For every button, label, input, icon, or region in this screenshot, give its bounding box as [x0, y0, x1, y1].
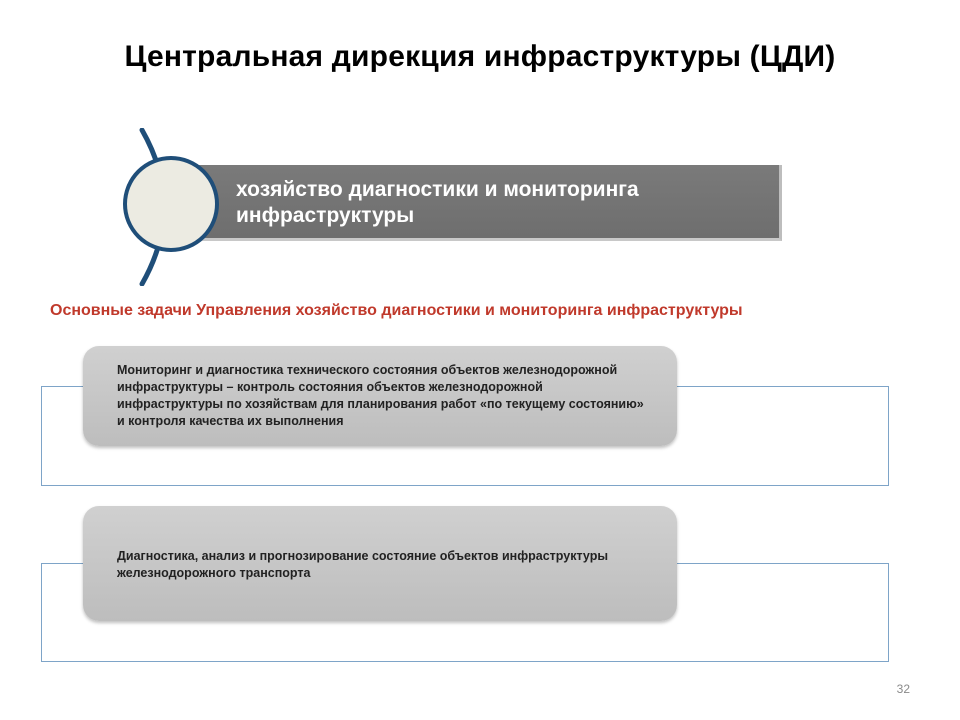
task-card-2: [83, 506, 677, 621]
section-banner: [196, 165, 782, 241]
task-card-1: [83, 346, 677, 446]
page-number: 32: [896, 682, 910, 696]
tasks-subtitle: Основные задачи Управления хозяйство диагностики и мониторинга инфраструктуры: [50, 302, 743, 319]
task-text-1: Мониторинг и диагностика технического состояния объектов железнодорожной инфраструктуры – контроль состояния объектов железнодорожной инфраструктуры по хозяйствам для планирования работ «по текущему состоянию» и контроля качества их выполнения: [117, 363, 644, 428]
page-title: Центральная дирекция инфраструктуры (ЦДИ): [124, 40, 836, 73]
circle-badge: [123, 156, 219, 252]
task-text-2: Диагностика, анализ и прогнозирование состояние объектов инфраструктуры железнодорожного транспорта: [117, 549, 609, 580]
banner-text: хозяйство диагностики и мониторинга инфраструктуры: [236, 178, 639, 227]
